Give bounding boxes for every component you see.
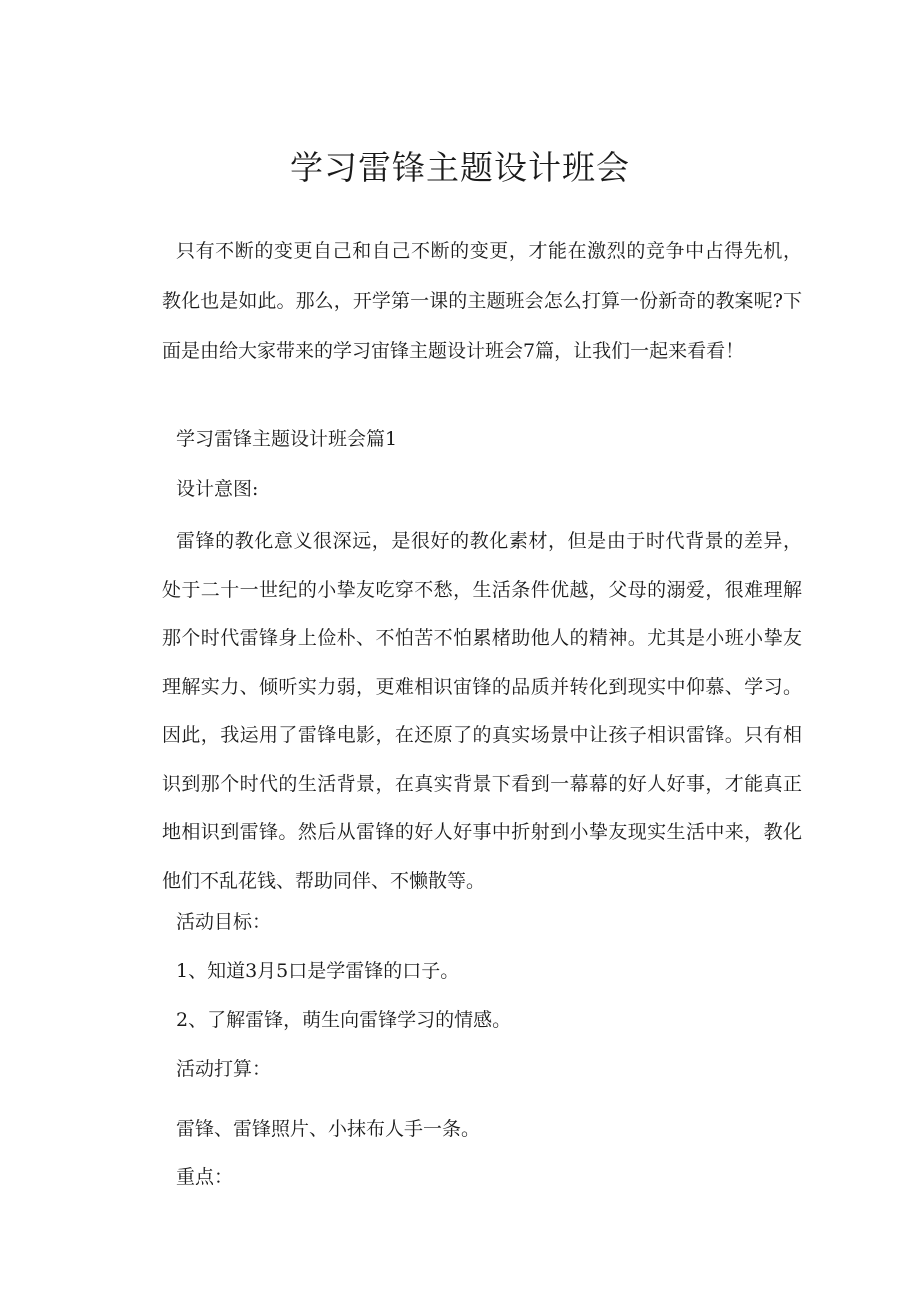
activity-prep-label: 活动打算： — [176, 1058, 272, 1080]
section-heading: 学习雷锋主题设计班会篇1 — [176, 428, 398, 450]
document-title: 学习雷锋主题设计班会 — [290, 148, 630, 187]
design-intent-label: 设计意图: — [176, 478, 259, 500]
key-points-label: 重点： — [176, 1166, 234, 1188]
intro-paragraph: 只有不断的变更自己和自己不断的变更，才能在激烈的竞争中占得先机，教化也是如此。那么，开学第一课的主题班会怎么打算一份新奇的教案呢?下面是由给大家带来的学习宙锋主题设计班会7篇，让我们一起来看看！ — [162, 240, 802, 362]
activity-goal-item: 2、了解雷锋，萌生向雷锋学习的情感。 — [176, 1009, 512, 1031]
activity-goals-label: 活动目标： — [176, 911, 272, 933]
activity-goal-item: 1、知道3月5口是学雷锋的口子。 — [176, 960, 460, 982]
activity-prep-items: 雷锋、雷锋照片、小抹布人手一条。 — [176, 1118, 481, 1140]
design-intent-paragraph: 雷锋的教化意义很深远，是很好的教化素材，但是由于时代背景的差异，处于二十一世纪的小挚友吃穿不愁，生活条件优越，父母的溺爱，很难理解那个时代雷锋身上俭朴、不怕苦不怕累楮助他人的精神。尤其是小班小挚友理解实力、倾听实力弱，更难相识宙锋的品质并转化到现实中仰慕、学习。因此，我运用了雷锋电影，在还原了的真实场景中让孩子相识雷锋。只有相识到那个时代的生活背景，在真实背景下看到一幕幕的好人好事，才能真正地相识到雷锋。然后从雷锋的好人好事中折射到小挚友现实生活中来，教化他们不乱花钱、帮助同伴、不懒散等。 — [162, 530, 802, 892]
